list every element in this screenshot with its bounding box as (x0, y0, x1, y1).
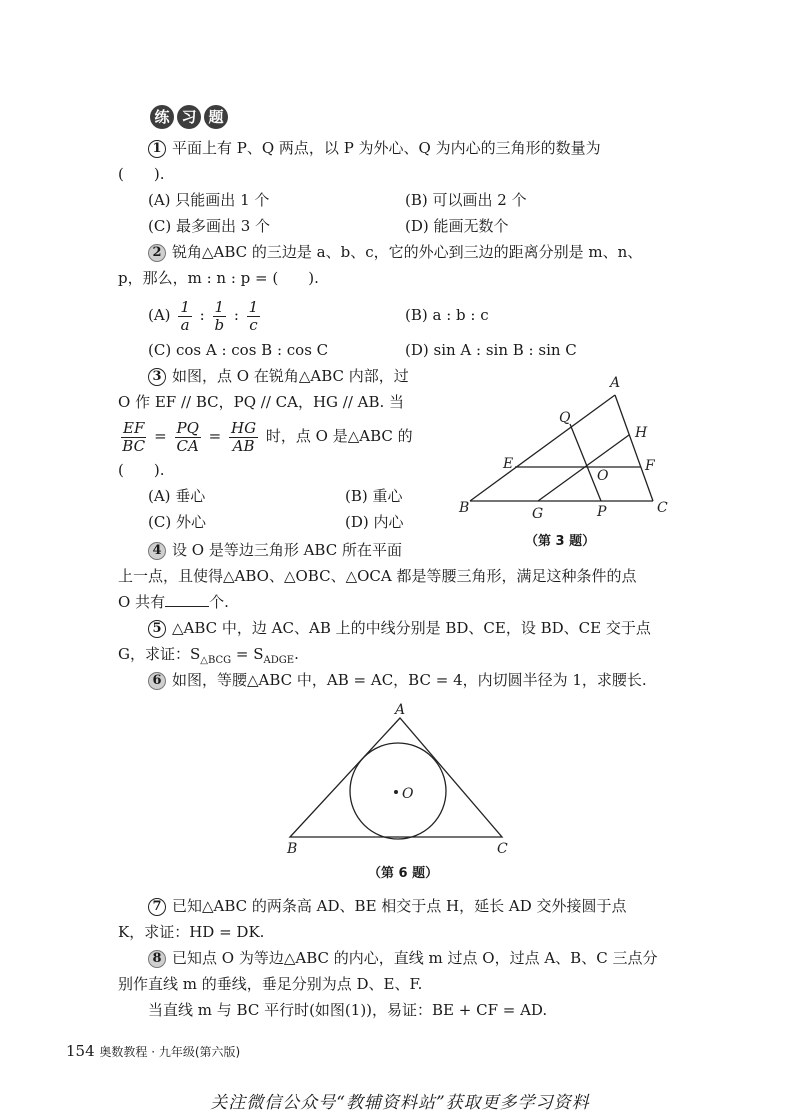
label-p: P (597, 504, 607, 520)
option-label: (A) (148, 306, 171, 324)
problem-5 (148, 618, 651, 638)
side-ab (470, 395, 615, 501)
problem-text: 已知△ABC 的两条高 AD、BE 相交于点 H，延长 AD 交外接圆于点 (172, 897, 627, 915)
problem-text: 已知点 O 为等边△ABC 的内心，直线 m 过点 O，过点 A、B、C 三点分 (172, 949, 658, 967)
incircle (350, 743, 446, 839)
problem-3-line3 (118, 418, 413, 455)
problem-7 (148, 896, 627, 916)
p2-option-a (148, 298, 263, 334)
colon: : (233, 306, 239, 324)
problem-text: 个. (209, 593, 229, 611)
problem-3 (148, 366, 409, 386)
title-char-1: 练 (150, 105, 174, 129)
problem-number: 2 (148, 244, 166, 262)
label-a: A (395, 702, 406, 718)
watermark: 关注微信公众号“教辅资料站”获取更多学习资料 (210, 1093, 590, 1113)
problem-1 (148, 138, 601, 158)
fraction-1-over-b: $\frac{1}{b}$ (214, 297, 225, 334)
title-char-3: 题 (204, 105, 228, 129)
equals: = (208, 427, 222, 445)
label-h: H (635, 425, 648, 441)
problem-2-line2: p，那么，m : n : p = ( ). (118, 269, 319, 287)
label-g: G (532, 506, 544, 522)
label-o: O (597, 468, 609, 484)
colon: : (199, 306, 205, 324)
center-point (394, 790, 398, 794)
p2-option-d: (D) sin A : sin B : sin C (405, 341, 577, 359)
p1-option-d: (D) 能画无数个 (405, 217, 509, 235)
label-c: C (657, 500, 668, 516)
problem-8-line3: 当直线 m 与 BC 平行时(如图(1))，易证：BE + CF = AD. (148, 1001, 548, 1019)
problem-number: 8 (148, 950, 166, 968)
p3-option-c: (C) 外心 (148, 513, 206, 531)
problem-number: 5 (148, 620, 166, 638)
label-b: B (287, 841, 298, 857)
fraction-hg-ab: $\frac{HG}{AB}$ (231, 418, 257, 455)
problem-number: 6 (148, 672, 166, 690)
p1-option-c: (C) 最多画出 3 个 (148, 217, 271, 235)
problem-text: 锐角△ABC 的三边是 a、b、c，它的外心到三边的距离分别是 m、n、 (172, 243, 643, 261)
problem-4-line3 (118, 592, 229, 612)
problem-8-line2: 别作直线 m 的垂线，垂足分别为点 D、E、F. (118, 975, 423, 993)
problem-number: 1 (148, 140, 166, 158)
p3-option-b: (B) 重心 (345, 487, 403, 505)
fraction-pq-ca: $\frac{PQ}{CA}$ (176, 418, 199, 455)
problem-number: 3 (148, 368, 166, 386)
problem-4-line2: 上一点，且使得△ABO、△OBC、△OCA 都是等腰三角形，满足这种条件的点 (118, 567, 637, 585)
figure-6-caption: （第 6 题） (368, 866, 439, 881)
problem-4 (148, 540, 402, 560)
fraction-1-over-a: $\frac{1}{a}$ (180, 297, 190, 334)
label-q: Q (559, 410, 571, 426)
label-a: A (610, 375, 621, 391)
label-c: C (497, 841, 508, 857)
page-footer (66, 1042, 240, 1060)
p1-option-b: (B) 可以画出 2 个 (405, 191, 527, 209)
segment-pq (570, 424, 601, 501)
page-number: 154 (66, 1042, 95, 1060)
book-title: 奥数教程 · 九年级(第六版) (99, 1045, 241, 1059)
label-o: O (402, 786, 414, 802)
label-f: F (645, 458, 655, 474)
problem-8 (148, 948, 657, 968)
problem-text: 时，点 O 是△ABC 的 (265, 427, 413, 445)
answer-blank (165, 592, 209, 607)
p1-option-a: (A) 只能画出 1 个 (148, 191, 270, 209)
p3-option-d: (D) 内心 (345, 513, 404, 531)
problem-7-line2: K，求证：HD = DK. (118, 923, 265, 941)
section-title (150, 105, 231, 129)
problem-5-line2: G，求证：$S_{\triangle BCG} = S_{ADGE}$. (118, 645, 299, 666)
side-ac (615, 395, 653, 501)
problem-text: 如图，等腰△ABC 中，AB = AC，BC = 4，内切圆半径为 1，求腰长. (172, 671, 647, 689)
equals: = (154, 427, 167, 445)
problem-1-line2: ( ). (118, 165, 165, 183)
problem-text: △ABC 中，边 AC、AB 上的中线分别是 BD、CE，设 BD、CE 交于点 (172, 619, 651, 637)
problem-3-line4: ( ). (118, 461, 165, 479)
figure-6 (280, 700, 520, 860)
problem-number: 4 (148, 542, 166, 560)
problem-text: O 共有 (118, 593, 166, 611)
title-char-2: 习 (177, 105, 201, 129)
p2-option-b: (B) a : b : c (405, 306, 489, 324)
fraction-1-over-c: $\frac{1}{c}$ (248, 297, 259, 334)
problem-text: 平面上有 P、Q 两点，以 P 为外心、Q 为内心的三角形的数量为 (172, 139, 601, 157)
figure-3 (455, 370, 685, 530)
p2-option-c: (C) cos A : cos B : cos C (148, 341, 329, 359)
problem-number: 7 (148, 898, 166, 916)
problem-2 (148, 242, 642, 262)
problem-3-line2: O 作 EF // BC，PQ // CA，HG // AB. 当 (118, 393, 405, 411)
label-b: B (459, 500, 470, 516)
fraction-ef-bc: $\frac{EF}{BC}$ (122, 418, 146, 455)
segment-hg (538, 435, 629, 501)
figure-3-caption: （第 3 题） (525, 534, 596, 549)
p3-option-a: (A) 垂心 (148, 487, 206, 505)
problem-6 (148, 670, 647, 690)
problem-text: 设 O 是等边三角形 ABC 所在平面 (172, 541, 402, 559)
label-e: E (503, 456, 514, 472)
triangle-abc (290, 718, 502, 837)
problem-text: 如图，点 O 在锐角△ABC 内部，过 (172, 367, 409, 385)
